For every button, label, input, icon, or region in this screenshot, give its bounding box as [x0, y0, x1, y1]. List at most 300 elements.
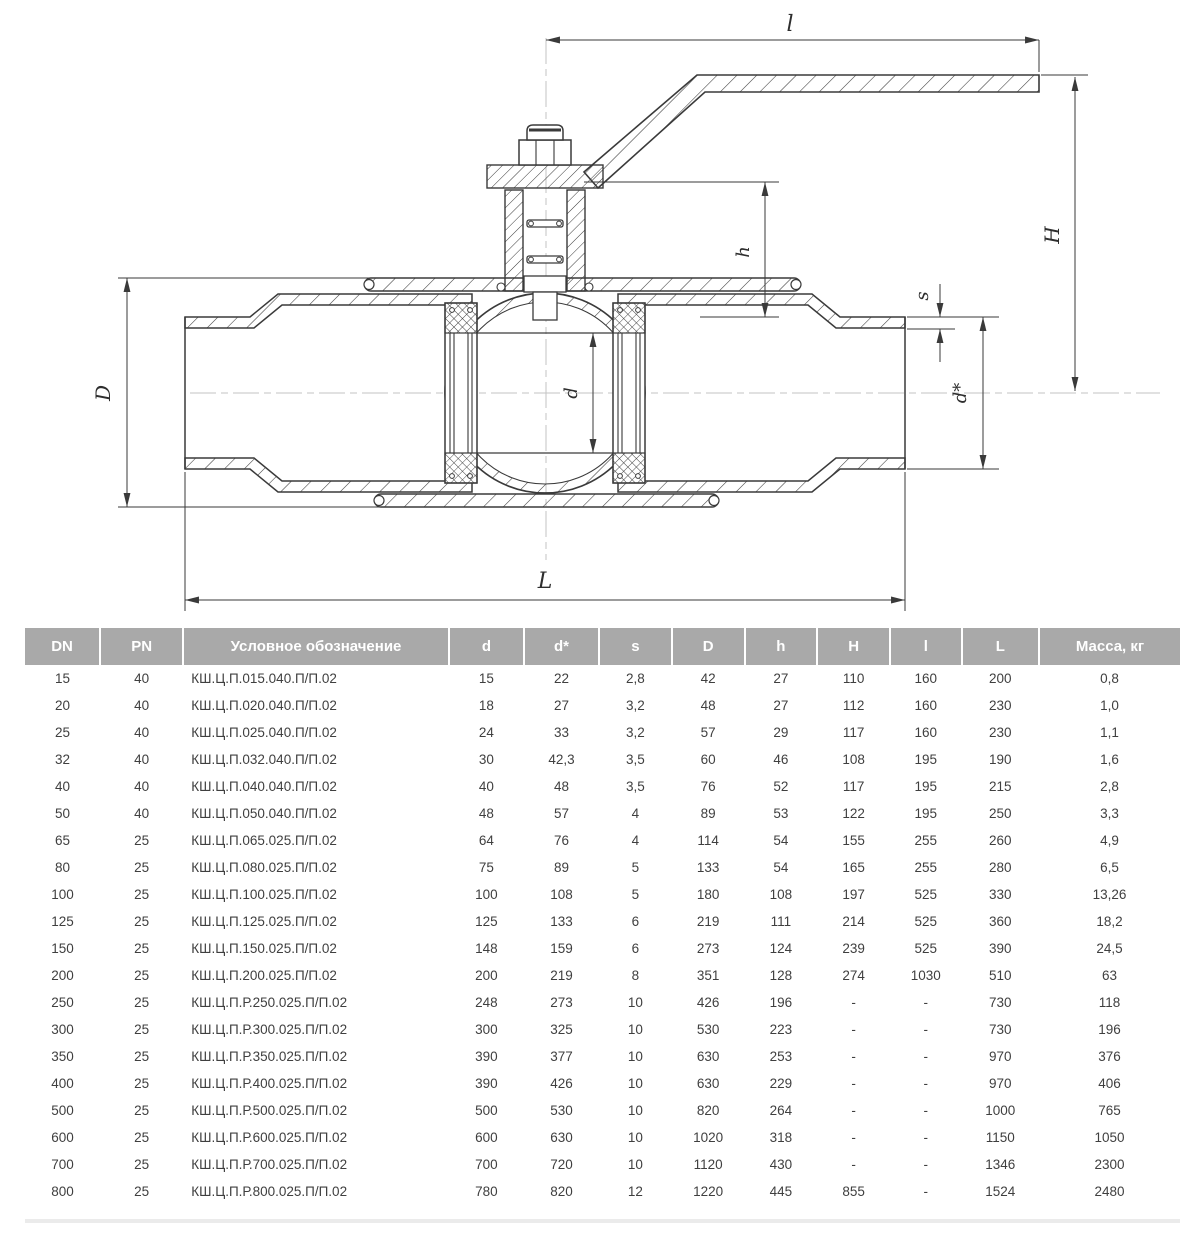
table-cell: 325	[550, 1022, 573, 1037]
table-cell: 50	[55, 806, 71, 821]
table-cell: 40	[478, 779, 494, 794]
table-cell: 2,8	[1100, 779, 1119, 794]
table-cell: 855	[842, 1184, 865, 1199]
table-cell: 100	[475, 887, 498, 902]
table-cell: КШ.Ц.П.Р.800.025.П/П.02	[191, 1184, 348, 1199]
table-cell: 630	[550, 1130, 573, 1145]
table-cell: 1,1	[1100, 725, 1119, 740]
table-cell: 122	[842, 806, 865, 821]
table-cell: 2480	[1094, 1184, 1125, 1199]
body-bottom-band	[375, 494, 719, 507]
table-cell: 1150	[985, 1130, 1015, 1145]
table-cell: 80	[55, 860, 71, 875]
table-cell: 24,5	[1096, 941, 1123, 956]
table-cell: 525	[914, 914, 938, 929]
table-cell: КШ.Ц.П.Р.500.025.П/П.02	[191, 1103, 348, 1118]
table-cell: 4,9	[1100, 833, 1119, 848]
table-cell: 112	[842, 698, 865, 713]
table-cell: 25	[55, 725, 71, 740]
table-row	[25, 962, 1180, 989]
table-cell: КШ.Ц.П.Р.700.025.П/П.02	[191, 1157, 348, 1172]
table-cell: 128	[769, 968, 793, 983]
table-row	[25, 854, 1180, 881]
table-row	[25, 1097, 1180, 1124]
gland-left	[505, 190, 523, 291]
column-header-3: Условное обозначение	[183, 628, 449, 665]
pipe-left-bottom-wall	[185, 458, 472, 492]
table-cell: -	[851, 995, 856, 1010]
table-cell: 5	[631, 887, 640, 902]
table-cell: 250	[989, 806, 1012, 821]
table-cell: 4	[631, 833, 640, 848]
stem-cap	[527, 125, 563, 140]
table-cell: 3,2	[625, 698, 645, 713]
stem-oring-groove-lower	[527, 256, 563, 263]
table-cell: 52	[773, 779, 789, 794]
table-cell: 3,5	[625, 779, 645, 794]
table-cell: 40	[134, 806, 150, 821]
table-cell: 264	[769, 1103, 793, 1118]
table-cell: 27	[773, 698, 789, 713]
table-cell: -	[923, 1076, 929, 1091]
table-cell: КШ.Ц.П.020.040.П/П.02	[191, 698, 337, 713]
table-cell: 970	[989, 1076, 1012, 1091]
spec-table-section	[0, 628, 1200, 1223]
table-cell: 12	[627, 1184, 643, 1199]
table-cell: -	[851, 1103, 856, 1118]
table-cell: 54	[773, 833, 789, 848]
stem-tang	[533, 292, 557, 320]
table-cell: 1050	[1094, 1130, 1125, 1145]
table-cell: 780	[475, 1184, 498, 1199]
table-cell: 1346	[985, 1157, 1016, 1172]
seat-right	[613, 303, 645, 483]
table-cell: 25	[134, 887, 150, 902]
table-cell: 390	[475, 1049, 498, 1064]
table-cell: 75	[478, 860, 494, 875]
table-cell: 54	[773, 860, 789, 875]
table-cell: 32	[55, 752, 71, 767]
table-cell: 25	[134, 1103, 150, 1118]
dim-label-s: s	[912, 291, 933, 301]
table-cell: -	[923, 995, 929, 1010]
table-cell: 89	[553, 860, 569, 875]
table-cell: 1220	[693, 1184, 724, 1199]
column-header-11: L	[962, 628, 1039, 665]
table-cell: 200	[989, 671, 1012, 686]
table-cell: 4	[631, 806, 640, 821]
table-cell: КШ.Ц.П.065.025.П/П.02	[191, 833, 337, 848]
table-cell: 22	[553, 671, 569, 686]
table-cell: 1524	[985, 1184, 1016, 1199]
table-header-row	[25, 628, 1180, 665]
table-cell: 3,2	[625, 725, 645, 740]
table-cell: 351	[696, 968, 720, 983]
table-cell: 300	[51, 1022, 74, 1037]
table-cell: 190	[989, 752, 1012, 767]
table-cell: 600	[475, 1130, 498, 1145]
table-cell: 18,2	[1096, 914, 1123, 929]
table-body	[25, 665, 1180, 1205]
table-cell: 730	[989, 995, 1012, 1010]
table-cell: 111	[770, 914, 792, 929]
table-cell: 196	[1098, 1022, 1121, 1037]
table-cell: 273	[696, 941, 720, 956]
stem-shoulder	[524, 276, 566, 292]
table-cell: -	[851, 1157, 856, 1172]
table-cell: 180	[696, 887, 720, 902]
table-row	[25, 881, 1180, 908]
dim-s	[907, 284, 999, 362]
table-cell: 108	[550, 887, 573, 902]
table-cell: -	[923, 1130, 929, 1145]
table-cell: 108	[769, 887, 793, 902]
table-cell: КШ.Ц.П.Р.250.025.П/П.02	[191, 995, 348, 1010]
table-cell: КШ.Ц.П.100.025.П/П.02	[191, 887, 337, 902]
table-cell: 118	[1098, 995, 1121, 1010]
table-cell: 125	[475, 914, 498, 929]
table-cell: 100	[51, 887, 74, 902]
table-row	[25, 827, 1180, 854]
table-cell: 196	[769, 995, 793, 1010]
table-cell: 15	[478, 671, 494, 686]
table-cell: 25	[134, 1022, 150, 1037]
dim-label-d-star: d*	[950, 382, 971, 404]
table-cell: КШ.Ц.П.Р.350.025.П/П.02	[191, 1049, 348, 1064]
table-cell: 33	[553, 725, 569, 740]
table-cell: 159	[550, 941, 573, 956]
table-cell: 280	[989, 860, 1012, 875]
table-cell: 730	[989, 1022, 1012, 1037]
table-cell: 76	[700, 779, 716, 794]
table-cell: 65	[55, 833, 71, 848]
table-cell: 133	[550, 914, 573, 929]
table-cell: 230	[989, 698, 1012, 713]
table-cell: 117	[842, 725, 865, 740]
table-cell: 25	[134, 1130, 150, 1145]
handle-lever	[584, 75, 1039, 188]
table-cell: 10	[627, 995, 643, 1010]
table-cell: 300	[475, 1022, 498, 1037]
table-cell: 114	[697, 833, 719, 848]
table-cell: 46	[773, 752, 789, 767]
table-cell: 27	[553, 698, 569, 713]
table-cell: 25	[134, 968, 150, 983]
table-cell: 57	[553, 806, 569, 821]
table-cell: 820	[696, 1103, 720, 1118]
table-cell: 376	[1098, 1049, 1121, 1064]
table-cell: 426	[696, 995, 720, 1010]
column-header-9: H	[817, 628, 890, 665]
table-cell: 10	[627, 1022, 643, 1037]
table-cell: 525	[914, 887, 938, 902]
dim-label-d: d	[561, 387, 582, 399]
table-cell: 63	[1101, 968, 1117, 983]
table-cell: 25	[134, 1049, 150, 1064]
table-cell: 800	[51, 1184, 74, 1199]
dim-label-l: l	[786, 12, 794, 37]
table-row	[25, 719, 1180, 746]
table-cell: 260	[989, 833, 1012, 848]
table-cell: КШ.Ц.П.015.040.П/П.02	[191, 671, 337, 686]
table-cell: 25	[134, 860, 150, 875]
column-header-1: DN	[25, 628, 100, 665]
table-cell: 530	[696, 1022, 720, 1037]
table-cell: 29	[773, 725, 789, 740]
table-cell: 390	[989, 941, 1012, 956]
seat-left	[445, 303, 477, 483]
table-cell: КШ.Ц.П.Р.400.025.П/П.02	[191, 1076, 348, 1091]
table-cell: 110	[842, 671, 865, 686]
table-cell: 133	[696, 860, 720, 875]
bottom-divider	[25, 1219, 1180, 1223]
table-cell: 1020	[693, 1130, 724, 1145]
table-cell: КШ.Ц.П.125.025.П/П.02	[191, 914, 337, 929]
table-cell: 0,8	[1100, 671, 1119, 686]
table-cell: 255	[914, 860, 938, 875]
table-cell: 200	[51, 968, 74, 983]
table-cell: 57	[700, 725, 716, 740]
table-cell: 48	[700, 698, 716, 713]
column-header-7: D	[672, 628, 745, 665]
table-cell: 600	[51, 1130, 74, 1145]
pipe-left-top-wall	[185, 294, 472, 328]
table-cell: 60	[700, 752, 716, 767]
table-cell: 255	[914, 833, 938, 848]
table-cell: 160	[914, 671, 938, 686]
table-cell: 76	[553, 833, 569, 848]
table-cell: 64	[478, 833, 494, 848]
handle-washer-plate	[487, 165, 603, 188]
table-cell: -	[851, 1076, 856, 1091]
table-cell: 5	[631, 860, 640, 875]
column-header-6: s	[599, 628, 672, 665]
pipe-right-top-wall	[618, 294, 905, 328]
table-cell: КШ.Ц.П.150.025.П/П.02	[191, 941, 337, 956]
table-cell: КШ.Ц.П.032.040.П/П.02	[191, 752, 337, 767]
table-cell: 700	[475, 1157, 498, 1172]
table-cell: 150	[51, 941, 74, 956]
table-cell: 6,5	[1100, 860, 1119, 875]
table-cell: 1,0	[1100, 698, 1119, 713]
table-row	[25, 800, 1180, 827]
table-cell: 219	[696, 914, 720, 929]
table-cell: 360	[989, 914, 1012, 929]
table-cell: 970	[989, 1049, 1012, 1064]
table-row	[25, 1124, 1180, 1151]
table-cell: 820	[550, 1184, 573, 1199]
table-cell: КШ.Ц.П.200.025.П/П.02	[191, 968, 337, 983]
table-cell: 10	[627, 1049, 643, 1064]
table-cell: 18	[478, 698, 494, 713]
table-cell: -	[851, 1049, 856, 1064]
table-cell: -	[851, 1130, 856, 1145]
table-cell: 10	[627, 1076, 643, 1091]
table-cell: КШ.Ц.П.050.040.П/П.02	[191, 806, 337, 821]
dim-label-h: h	[733, 246, 754, 258]
table-cell: 2,8	[625, 671, 645, 686]
dim-l	[546, 12, 1039, 72]
table-cell: -	[923, 1022, 929, 1037]
table-cell: 377	[550, 1049, 573, 1064]
table-cell: 25	[134, 1184, 150, 1199]
table-cell: КШ.Ц.П.080.025.П/П.02	[191, 860, 337, 875]
column-header-4: d	[449, 628, 524, 665]
table-cell: 525	[914, 941, 938, 956]
table-row	[25, 1070, 1180, 1097]
table-cell: 25	[134, 995, 150, 1010]
table-cell: 20	[55, 698, 71, 713]
table-cell: 400	[51, 1076, 74, 1091]
table-cell: 318	[769, 1130, 793, 1145]
pipe-right-bottom-wall	[618, 458, 905, 492]
table-cell: 195	[914, 779, 938, 794]
table-cell: 8	[631, 968, 640, 983]
table-cell: 40	[55, 779, 71, 794]
table-cell: 10	[627, 1157, 643, 1172]
table-cell: 530	[550, 1103, 573, 1118]
table-cell: 2300	[1094, 1157, 1125, 1172]
table-cell: 248	[475, 995, 498, 1010]
table-cell: 215	[989, 779, 1012, 794]
table-cell: 108	[842, 752, 865, 767]
table-cell: -	[923, 1103, 929, 1118]
table-cell: 765	[1098, 1103, 1121, 1118]
table-cell: 40	[134, 752, 150, 767]
table-cell: 30	[478, 752, 494, 767]
table-cell: -	[851, 1022, 856, 1037]
table-cell: 406	[1098, 1076, 1121, 1091]
table-cell: 253	[769, 1049, 793, 1064]
table-cell: 117	[842, 779, 865, 794]
table-cell: 125	[51, 914, 74, 929]
table-cell: 160	[914, 698, 938, 713]
table-cell: 197	[842, 887, 865, 902]
table-cell: 330	[989, 887, 1012, 902]
table-cell: 273	[550, 995, 573, 1010]
table-cell: 15	[55, 671, 71, 686]
table-cell: 195	[914, 752, 938, 767]
table-cell: 500	[475, 1103, 498, 1118]
table-cell: 40	[134, 698, 150, 713]
table-row	[25, 989, 1180, 1016]
column-header-10: l	[890, 628, 962, 665]
table-cell: 274	[842, 968, 865, 983]
table-cell: 223	[769, 1022, 793, 1037]
dim-label-D: D	[91, 384, 115, 402]
table-cell: 500	[51, 1103, 74, 1118]
stem-hex-nut	[519, 140, 571, 165]
table-cell: 25	[134, 941, 150, 956]
table-cell: 510	[989, 968, 1012, 983]
table-cell: 10	[627, 1130, 643, 1145]
table-row	[25, 1151, 1180, 1178]
table-cell: 160	[914, 725, 938, 740]
table-cell: 239	[842, 941, 865, 956]
table-row	[25, 908, 1180, 935]
table-cell: -	[923, 1157, 929, 1172]
table-cell: 42	[700, 671, 716, 686]
table-cell: 10	[627, 1103, 643, 1118]
column-header-12: Масса, кг	[1039, 628, 1180, 665]
table-cell: КШ.Ц.П.Р.300.025.П/П.02	[191, 1022, 348, 1037]
table-row	[25, 1178, 1180, 1205]
table-cell: 42,3	[548, 752, 575, 767]
column-header-2: PN	[100, 628, 183, 665]
gland-right	[567, 190, 585, 291]
column-header-5: d*	[524, 628, 599, 665]
table-cell: 40	[134, 779, 150, 794]
table-cell: 195	[914, 806, 938, 821]
table-cell: 25	[134, 833, 150, 848]
table-row	[25, 665, 1180, 692]
table-cell: КШ.Ц.П.Р.600.025.П/П.02	[191, 1130, 348, 1145]
table-cell: 350	[51, 1049, 74, 1064]
table-cell: 48	[478, 806, 494, 821]
table-cell: 1000	[985, 1103, 1016, 1118]
table-cell: -	[923, 1049, 929, 1064]
stem-assembly	[487, 125, 603, 320]
table-cell: 3,5	[625, 752, 645, 767]
table-cell: 13,26	[1092, 887, 1127, 902]
table-cell: 3,3	[1100, 806, 1119, 821]
table-cell: 720	[550, 1157, 573, 1172]
table-row	[25, 935, 1180, 962]
table-cell: 24	[478, 725, 494, 740]
table-cell: 6	[631, 941, 640, 956]
table-cell: 390	[475, 1076, 498, 1091]
table-cell: 40	[134, 725, 150, 740]
valve-spec-table	[25, 628, 1180, 1205]
table-cell: КШ.Ц.П.025.040.П/П.02	[191, 725, 337, 740]
table-cell: 165	[842, 860, 865, 875]
table-cell: 25	[134, 1076, 150, 1091]
table-cell: 250	[51, 995, 74, 1010]
table-cell: КШ.Ц.П.040.040.П/П.02	[191, 779, 337, 794]
table-cell: 27	[773, 671, 789, 686]
stem-oring-groove-upper	[527, 220, 563, 227]
table-cell: 219	[550, 968, 573, 983]
table-row	[25, 1016, 1180, 1043]
table-cell: 155	[842, 833, 865, 848]
table-cell: 1030	[910, 968, 941, 983]
table-cell: 148	[475, 941, 498, 956]
table-cell: 40	[134, 671, 150, 686]
table-cell: 445	[769, 1184, 793, 1199]
table-cell: 214	[842, 914, 865, 929]
table-cell: 200	[475, 968, 498, 983]
table-cell: 25	[134, 1157, 150, 1172]
table-cell: 1,6	[1100, 752, 1119, 767]
column-header-8: h	[745, 628, 818, 665]
table-cell: 89	[700, 806, 716, 821]
table-cell: 630	[696, 1076, 720, 1091]
table-cell: 700	[51, 1157, 74, 1172]
table-cell: 25	[134, 914, 150, 929]
table-cell: 53	[773, 806, 789, 821]
table-cell: 229	[769, 1076, 793, 1091]
table-cell: 48	[553, 779, 569, 794]
dim-H	[1040, 75, 1088, 391]
table-cell: -	[923, 1184, 929, 1199]
table-cell: 6	[631, 914, 640, 929]
table-row	[25, 1043, 1180, 1070]
table-row	[25, 692, 1180, 719]
table-row	[25, 746, 1180, 773]
table-cell: 630	[696, 1049, 720, 1064]
table-row	[25, 773, 1180, 800]
table-cell: 1120	[693, 1157, 723, 1172]
